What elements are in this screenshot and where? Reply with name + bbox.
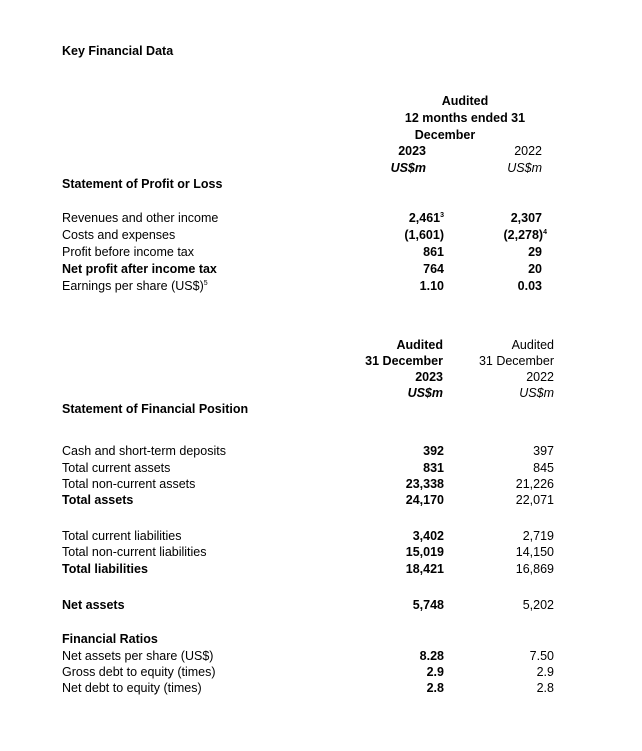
current-value: 8.28 xyxy=(419,649,444,663)
row-label: Cash and short-term deposits xyxy=(62,444,226,458)
fp-prior-unit: US$m xyxy=(519,386,554,400)
prior-value: $(2,278)^4$ xyxy=(503,228,547,242)
fp-prior-audited: Audited xyxy=(511,338,554,352)
table-row xyxy=(62,261,562,277)
prior-value: 397 xyxy=(533,444,554,458)
table-row xyxy=(62,443,562,459)
pl-section-title: Statement of Profit or Loss xyxy=(62,177,223,191)
table-row xyxy=(62,597,562,613)
prior-value: 0.03 xyxy=(517,279,542,293)
table-row xyxy=(62,227,562,243)
prior-value: 22,071 xyxy=(515,493,554,507)
table-row xyxy=(62,664,562,680)
prior-value: 2.8 xyxy=(536,681,554,695)
row-label: Total non-current liabilities xyxy=(62,545,207,559)
prior-value: 845 xyxy=(533,461,554,475)
table-row xyxy=(62,278,562,294)
current-value: 15,019 xyxy=(405,545,444,559)
fp-prior-year: 2022 xyxy=(526,370,554,384)
current-value: 18,421 xyxy=(405,562,444,576)
table-row xyxy=(62,492,562,508)
pl-year-prior: 2022 xyxy=(514,144,542,158)
row-label: Costs and expenses xyxy=(62,228,176,242)
pl-unit-prior: US$m xyxy=(507,161,542,175)
table-row xyxy=(62,528,562,544)
pl-unit-current: US$m xyxy=(390,161,426,175)
prior-value: 29 xyxy=(528,245,542,259)
prior-value: 14,150 xyxy=(515,545,554,559)
current-value: (1,601) xyxy=(404,228,444,242)
table-row xyxy=(62,544,562,560)
prior-value: 5,202 xyxy=(522,598,554,612)
current-value: 3,402 xyxy=(412,529,444,543)
row-label: Total liabilities xyxy=(62,562,148,576)
row-label: Revenues and other income xyxy=(62,211,219,225)
row-label: Total current liabilities xyxy=(62,529,182,543)
row-label: Gross debt to equity (times) xyxy=(62,665,216,679)
pl-header-period: 12 months ended 31 xyxy=(404,111,526,125)
table-row xyxy=(62,561,562,577)
current-value: 1.10 xyxy=(419,279,444,293)
current-value: 23,338 xyxy=(405,477,444,491)
row-label: Net assets per share (US$) xyxy=(62,649,214,663)
prior-value: 2,719 xyxy=(522,529,554,543)
page-title: Key Financial Data xyxy=(62,44,174,58)
row-label: Net profit after income tax xyxy=(62,262,217,276)
prior-value: 16,869 xyxy=(515,562,554,576)
current-value: 24,170 xyxy=(405,493,444,507)
fp-section-title: Statement of Financial Position xyxy=(62,402,249,416)
prior-value: 7.50 xyxy=(529,649,554,663)
current-value: 764 xyxy=(423,262,444,276)
footnote-ref: 4 xyxy=(543,229,547,236)
prior-value: 2,307 xyxy=(510,211,542,225)
current-value: 392 xyxy=(423,444,444,458)
prior-value: 20 xyxy=(528,262,542,276)
current-value: 2,461$^3$ xyxy=(408,211,444,225)
footnote-ref: 5 xyxy=(203,280,208,287)
fp-current-unit: US$m xyxy=(407,386,443,400)
table-row xyxy=(62,680,562,696)
fp-current-year: 2023 xyxy=(415,370,443,384)
current-value: 2.8 xyxy=(426,681,444,695)
pl-header-period-cont: December xyxy=(414,128,476,142)
row-label: Net debt to equity (times) xyxy=(62,681,202,695)
row-label: Total assets xyxy=(62,493,134,507)
table-row xyxy=(62,244,562,260)
current-value: 5,748 xyxy=(412,598,444,612)
fp-current-date: 31 December xyxy=(365,354,443,368)
pl-year-current: 2023 xyxy=(398,144,426,158)
table-row xyxy=(62,476,562,492)
ratios-section-title: Financial Ratios xyxy=(62,632,158,646)
prior-value: 2.9 xyxy=(536,665,554,679)
footnote-ref: 3 xyxy=(440,212,444,219)
fp-current-audited: Audited xyxy=(396,338,443,352)
pl-header-audited: Audited xyxy=(441,94,489,108)
prior-value: 21,226 xyxy=(515,477,554,491)
current-value: 861 xyxy=(423,245,444,259)
current-value: 831 xyxy=(423,461,444,475)
row-label: Total current assets xyxy=(62,461,171,475)
table-row xyxy=(62,210,562,226)
row-label: Net assets xyxy=(62,598,125,612)
row-label: Earnings per share (US$)$^5$ xyxy=(62,279,208,293)
table-row xyxy=(62,460,562,476)
current-value: 2.9 xyxy=(426,665,444,679)
row-label: Profit before income tax xyxy=(62,245,195,259)
table-row xyxy=(62,648,562,664)
row-label: Total non-current assets xyxy=(62,477,196,491)
fp-prior-date: 31 December xyxy=(478,354,554,368)
